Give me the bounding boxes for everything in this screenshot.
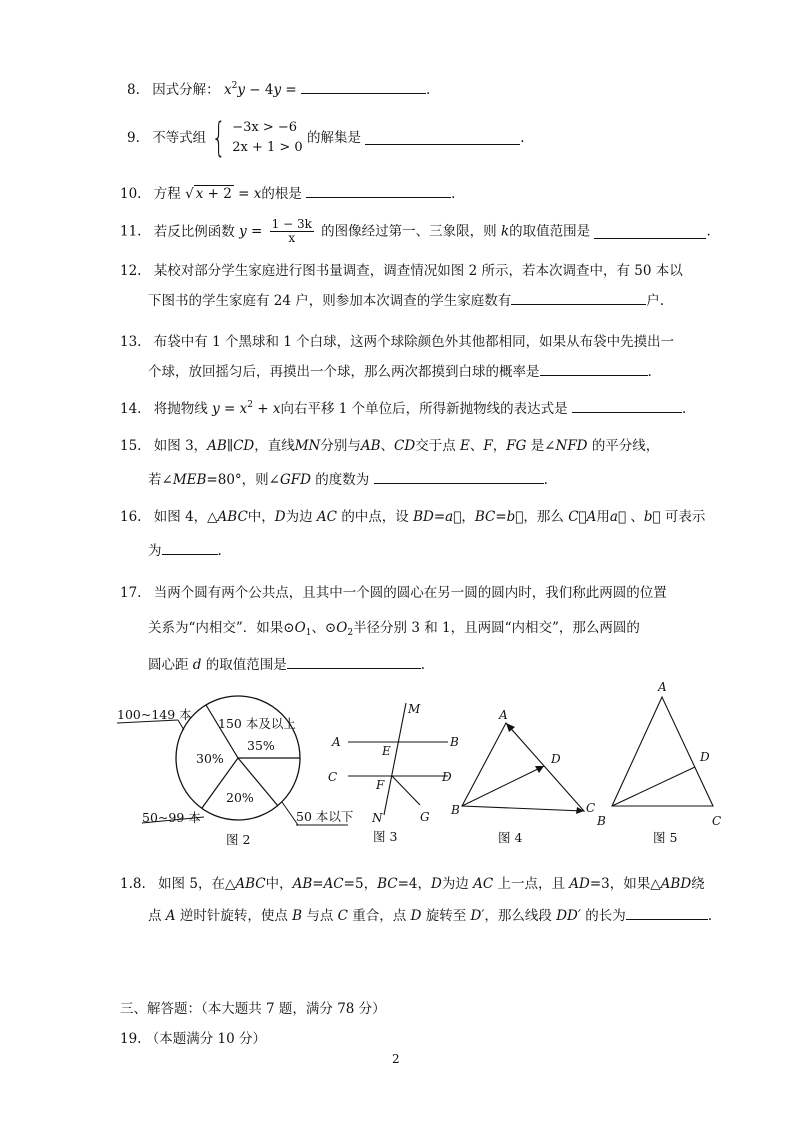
q17-number: 17. <box>120 585 142 601</box>
question-8: 8. 因式分解： $x^2y - 4y$ = . <box>127 81 431 98</box>
figure-4-caption: 图 4 <box>498 830 523 845</box>
q18-answer-blank[interactable] <box>626 906 708 920</box>
q9-prompt: 不等式组 <box>152 130 207 146</box>
pie-callout-50-99: 50~99 本 <box>142 810 201 825</box>
q16-number: 16. <box>120 509 142 525</box>
q8-expression: $x^2y - 4y$ = <box>223 81 297 98</box>
question-10: 10. 方程 √ x + 2 = x的根是 . <box>120 186 456 202</box>
q8-answer-blank[interactable] <box>301 80 426 94</box>
section-3-heading: 三、解答题：（本大题共 7 题，满分 78 分） <box>120 1001 386 1017</box>
q10-prompt: 方程 <box>153 186 181 202</box>
q10-equation: √ x + 2 = x <box>185 186 262 202</box>
q14-number: 14. <box>120 401 142 417</box>
fig5-label-D: D <box>700 750 710 764</box>
fig3-label-C: C <box>328 770 338 784</box>
q17-answer-blank[interactable] <box>287 655 421 669</box>
question-15-line2: 若∠MEB=80°，则∠GFD 的度数为 . <box>148 472 548 488</box>
figure-2-caption: 图 2 <box>226 832 251 847</box>
question-9: 9. 不等式组 { −3x > −6 2x + 1 > 0 的解集是 . <box>127 115 525 161</box>
pie-callout-below-50: 50 本以下 <box>296 809 354 824</box>
question-16: 16. 如图 4，△ABC中，D为边 AC 的中点，设 BD=a⃗，BC=b⃗，那么 C⃗A用a⃗ 、b⃗ 可表示 <box>120 509 706 525</box>
question-13: 13. 布袋中有 1 个黑球和 1 个白球，这两个球除颜色外其他都相同，如果从布袋中先摸出一 <box>120 334 675 350</box>
fig4-label-A: A <box>499 708 508 722</box>
q16-answer-blank[interactable] <box>162 541 218 555</box>
pie-callout-100-149: 100~149 本 <box>117 707 192 722</box>
question-19-heading: 19. （本题满分 10 分） <box>120 1031 267 1047</box>
q13-answer-blank[interactable] <box>540 362 648 376</box>
q9-answer-blank[interactable] <box>365 131 520 145</box>
q11-answer-blank[interactable] <box>594 225 706 239</box>
q11-fraction: $\frac{1 - 3k}{x}$ <box>271 217 312 245</box>
question-12: 12. 某校对部分学生家庭进行图书量调查，调查情况如图 2 所示，若本次调查中，有 50 本以 <box>120 263 683 279</box>
q14-parabola: $y = x^2 + x$ <box>212 400 281 417</box>
question-17-line3: 圆心距 d 的取值范围是 . <box>148 657 426 673</box>
page-number: 2 <box>392 1052 400 1066</box>
figure-5-caption: 图 5 <box>653 830 678 845</box>
figures-row <box>110 675 750 855</box>
q9-inequality-system: −3x > −6 2x + 1 > 0 <box>232 120 303 155</box>
q15-number: 15. <box>120 438 142 454</box>
q15-answer-blank[interactable] <box>374 470 544 484</box>
question-18: 1.8. 如图 5，在△ABC中，AB=AC=5，BC=4，D为边 AC 上一点，且 AD=3，如果△ABD绕 <box>120 876 705 892</box>
figure-4-triangle-vectors <box>450 708 595 845</box>
question-12-line2: 下图书的学生家庭有 24 户，则参加本次调查的学生家庭数有 户. <box>148 293 665 309</box>
q10-answer-blank[interactable] <box>306 184 451 198</box>
q12-answer-blank[interactable] <box>511 291 646 305</box>
question-14: 14. 将抛物线 $y = x^2 + x$向右平移 1 个单位后，所得新抛物线的表达式是 . <box>120 400 687 417</box>
fig4-label-D: D <box>551 752 561 766</box>
fig3-label-F: F <box>376 778 385 792</box>
question-13-line2: 个球，放回摇匀后，再摸出一个球，那么两次都摸到白球的概率是 . <box>148 364 652 380</box>
question-11: 11. 若反比例函数 y = $\frac{1 - 3k}{x}$ 的图像经过第一、三象限，则 k的取值范围是 . <box>120 217 711 245</box>
q8-number: 8. <box>127 82 140 98</box>
q12-number: 12. <box>120 263 142 279</box>
pie-value-20: 20% <box>226 790 254 805</box>
fig3-label-E: E <box>382 744 391 758</box>
fig3-label-A: A <box>332 735 341 749</box>
question-17: 17. 当两个圆有两个公共点，且其中一个圆的圆心在另一圆的圆内时，我们称此两圆的位置 <box>120 585 667 601</box>
q9-number: 9. <box>127 130 140 146</box>
pie-value-35: 35% <box>247 738 275 753</box>
figure-5-triangle <box>596 680 721 845</box>
fig3-label-G: G <box>420 810 430 824</box>
fig3-label-N: N <box>372 811 383 825</box>
q13-number: 13. <box>120 334 142 350</box>
fig3-label-B: B <box>450 735 459 749</box>
left-brace-icon: { <box>212 115 227 161</box>
q18-number: 1.8. <box>120 876 146 892</box>
question-16-line2: 为 . <box>148 543 222 559</box>
q11-number: 11. <box>120 223 142 240</box>
fig3-label-M: M <box>408 702 421 716</box>
fig4-label-B: B <box>451 803 460 817</box>
pie-value-30: 30% <box>196 751 224 766</box>
fig5-label-B: B <box>597 814 606 828</box>
pie-label-150-plus: 150 本及以上 <box>218 716 296 731</box>
q11-function: y = <box>239 223 263 240</box>
fig5-label-C: C <box>712 814 722 828</box>
fig3-label-D: D <box>442 770 452 784</box>
fig4-label-C: C <box>586 801 596 815</box>
question-15: 15. 如图 3，AB∥CD，直线MN分别与AB、CD交于点 E、F，FG 是∠NFD 的平分线， <box>120 438 660 454</box>
question-18-line2: 点 A 逆时针旋转，使点 B 与点 C 重合，点 D 旋转至 D′，那么线段 DD′ 的长为 . <box>148 908 713 924</box>
q8-prompt: 因式分解： <box>152 82 220 98</box>
q10-number: 10. <box>120 186 142 202</box>
figure-3-caption: 图 3 <box>373 829 398 844</box>
q14-answer-blank[interactable] <box>572 399 682 413</box>
question-17-line2: 关系为“内相交”．如果$⊙O_1$、$⊙O_2$半径分别 3 和 1，且两圆“内相交”，那么两圆的 <box>148 620 640 638</box>
figure-2-pie <box>117 696 354 847</box>
fig5-label-A: A <box>658 680 667 694</box>
